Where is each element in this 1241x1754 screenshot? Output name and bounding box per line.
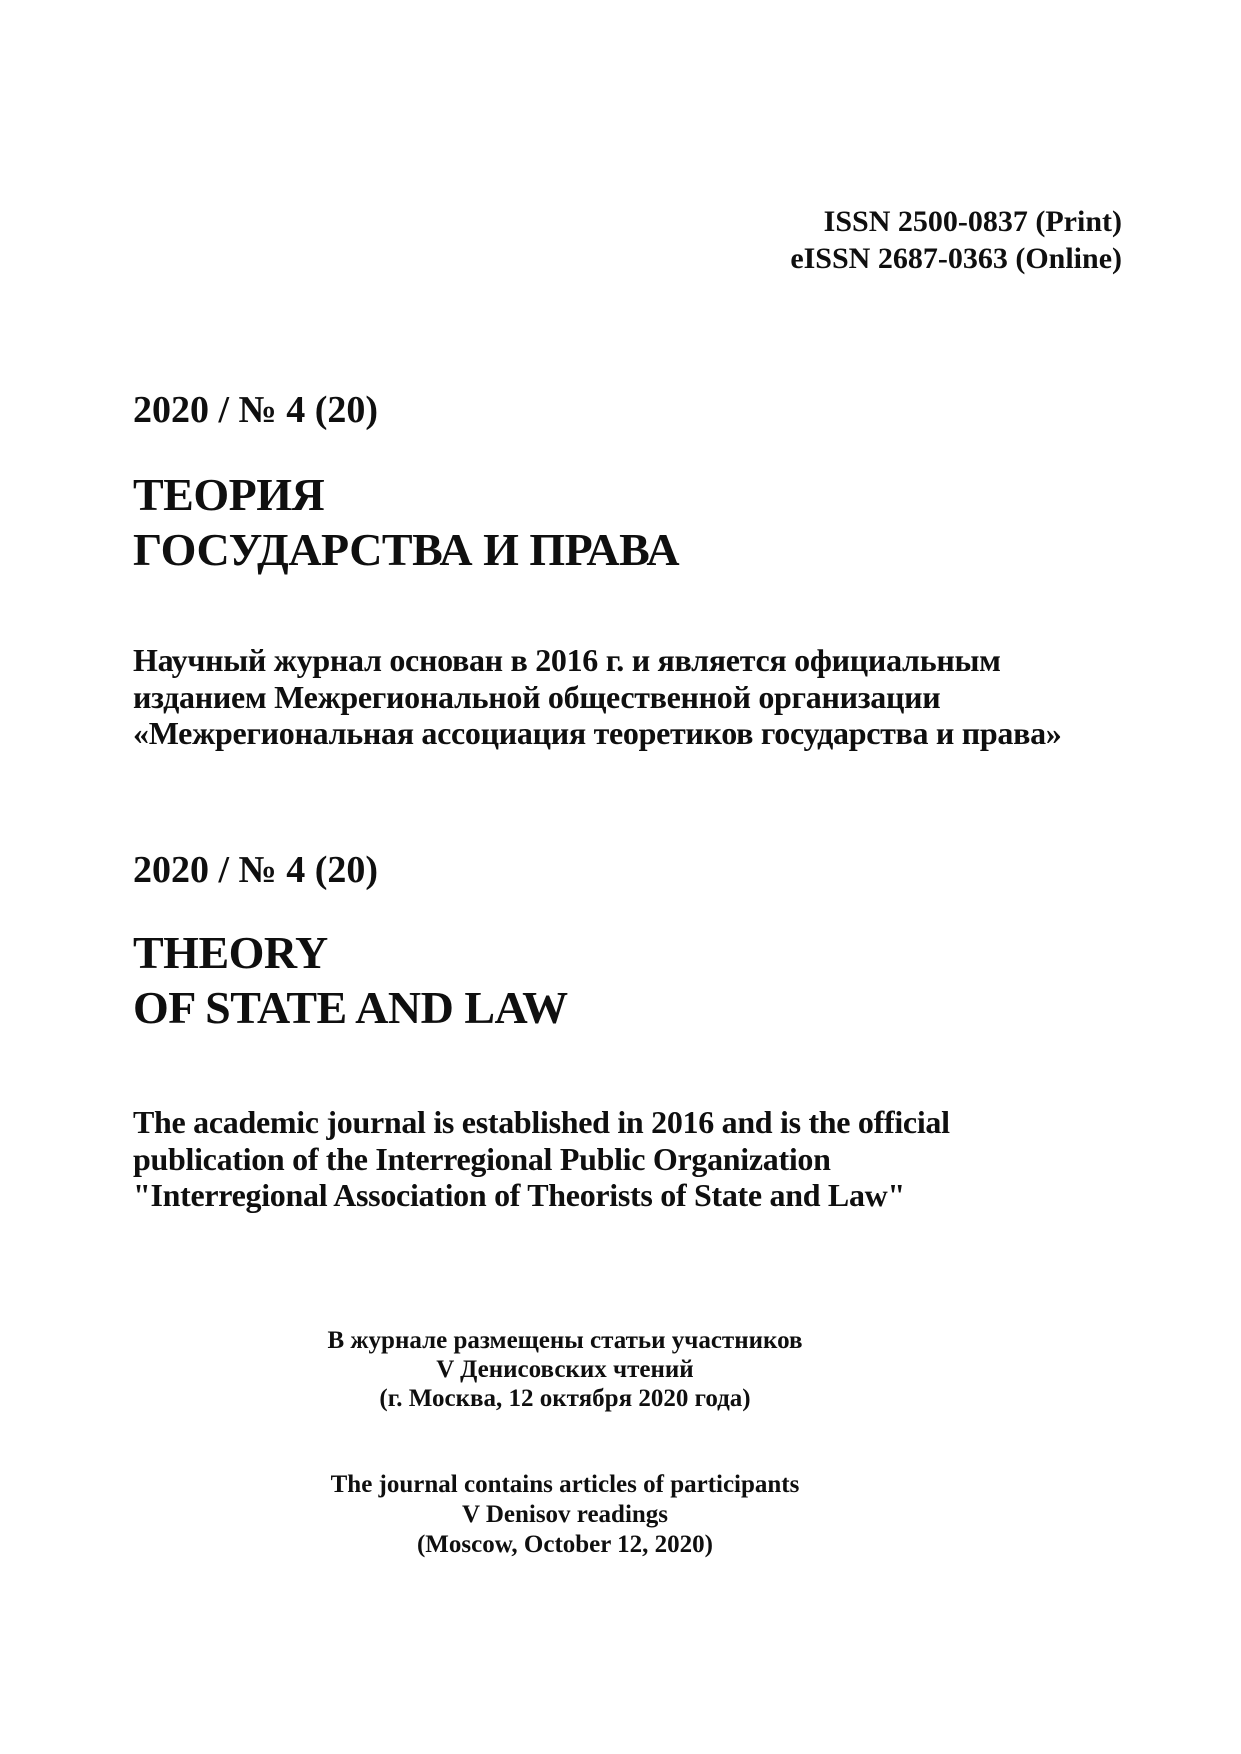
conference-note-ru-line3: (г. Москва, 12 октября 2020 года)	[379, 1385, 751, 1412]
journal-description-ru-line1: Научный журнал основан в 2016 г. и является официальным	[133, 642, 1001, 678]
journal-description-en-line1: The academic journal is established in 2016 and is the official	[133, 1104, 950, 1140]
conference-note-en-line3: (Moscow, October 12, 2020)	[416, 1531, 713, 1558]
conference-note-en-line1: The journal contains articles of participants	[330, 1471, 800, 1498]
journal-title-en-line1: THEORY	[133, 927, 328, 978]
journal-title-en	[133, 925, 568, 1035]
journal-description-en	[133, 1104, 950, 1214]
journal-description-ru-line2: изданием Межрегиональной общественной организации	[133, 678, 941, 715]
conference-note-ru-line2: V Денисовских чтений	[436, 1356, 694, 1383]
conference-note-ru	[133, 1326, 997, 1413]
journal-title-ru-line2: ГОСУДАРСТВА И ПРАВА	[133, 524, 680, 575]
issn-online-line: eISSN 2687-0363 (Online)	[790, 242, 1122, 275]
journal-title-en-line2: OF STATE AND LAW	[133, 982, 568, 1033]
issue-number-ru: 2020 / № 4 (20)	[133, 389, 379, 431]
issn-block	[790, 203, 1122, 277]
journal-description-en-line2: publication of the Interregional Public Organization	[133, 1140, 831, 1177]
conference-note-en	[133, 1470, 997, 1560]
conference-note-en-line2: V Denisov readings	[461, 1501, 669, 1528]
journal-title-ru	[133, 467, 679, 577]
issue-number-en: 2020 / № 4 (20)	[133, 849, 379, 891]
journal-description-ru	[133, 642, 1062, 752]
issn-print-line: ISSN 2500-0837 (Print)	[823, 205, 1122, 238]
journal-description-ru-line3: «Межрегиональная ассоциация теоретиков государства и права»	[133, 715, 1062, 751]
journal-description-en-line3: "Interregional Association of Theorists of State and Law"	[133, 1177, 905, 1213]
journal-title-ru-line1: ТЕОРИЯ	[133, 469, 325, 520]
conference-note-ru-line1: В журнале размещены статьи участников	[327, 1327, 803, 1354]
